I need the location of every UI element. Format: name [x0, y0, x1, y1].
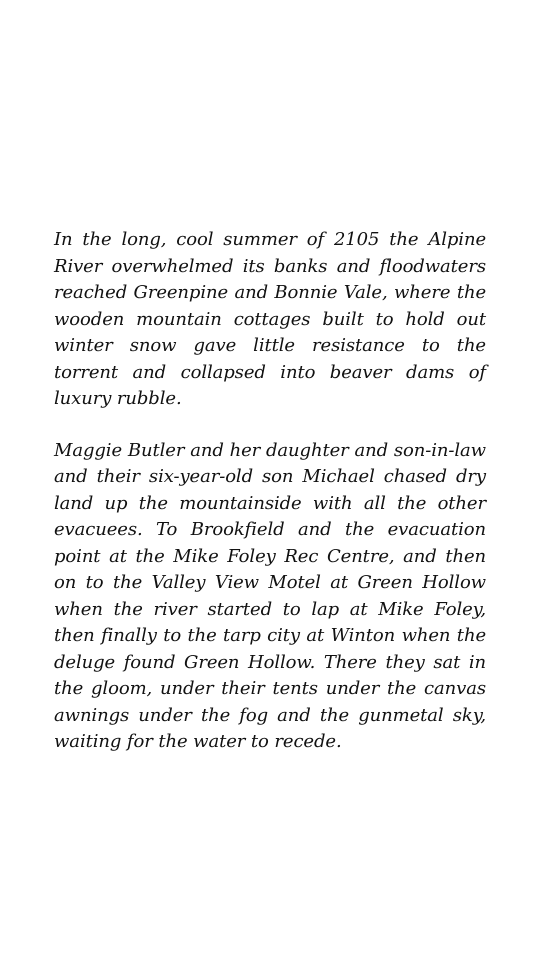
story-text [54, 227, 486, 781]
story-paragraph-2: Maggie Butler and her daughter and son-in-law and their six-year-old son Michael chased dry land up the mountainside with all the other evacuees. To Brookfield and the evacuation point at the Mike Foley Rec Centre, and then on to the Valley View Motel at Green Hollow when the river started to lap at Mike Foley, then finally to the tarp city at Winton when the deluge found Green Hollow. There they sat in the gloom, under their tents under the canvas awnings under the fog and the gunmetal sky, waiting for the water to recede. [54, 439, 486, 752]
story-paragraph-1: In the long, cool summer of 2105 the Alpine River overwhelmed its banks and floodwaters reached Greenpine and Bonnie Vale, where the wooden mountain cottages built to hold out winter snow gave little resistance to the torrent and collapsed into beaver dams of luxury rubble. [54, 229, 486, 409]
